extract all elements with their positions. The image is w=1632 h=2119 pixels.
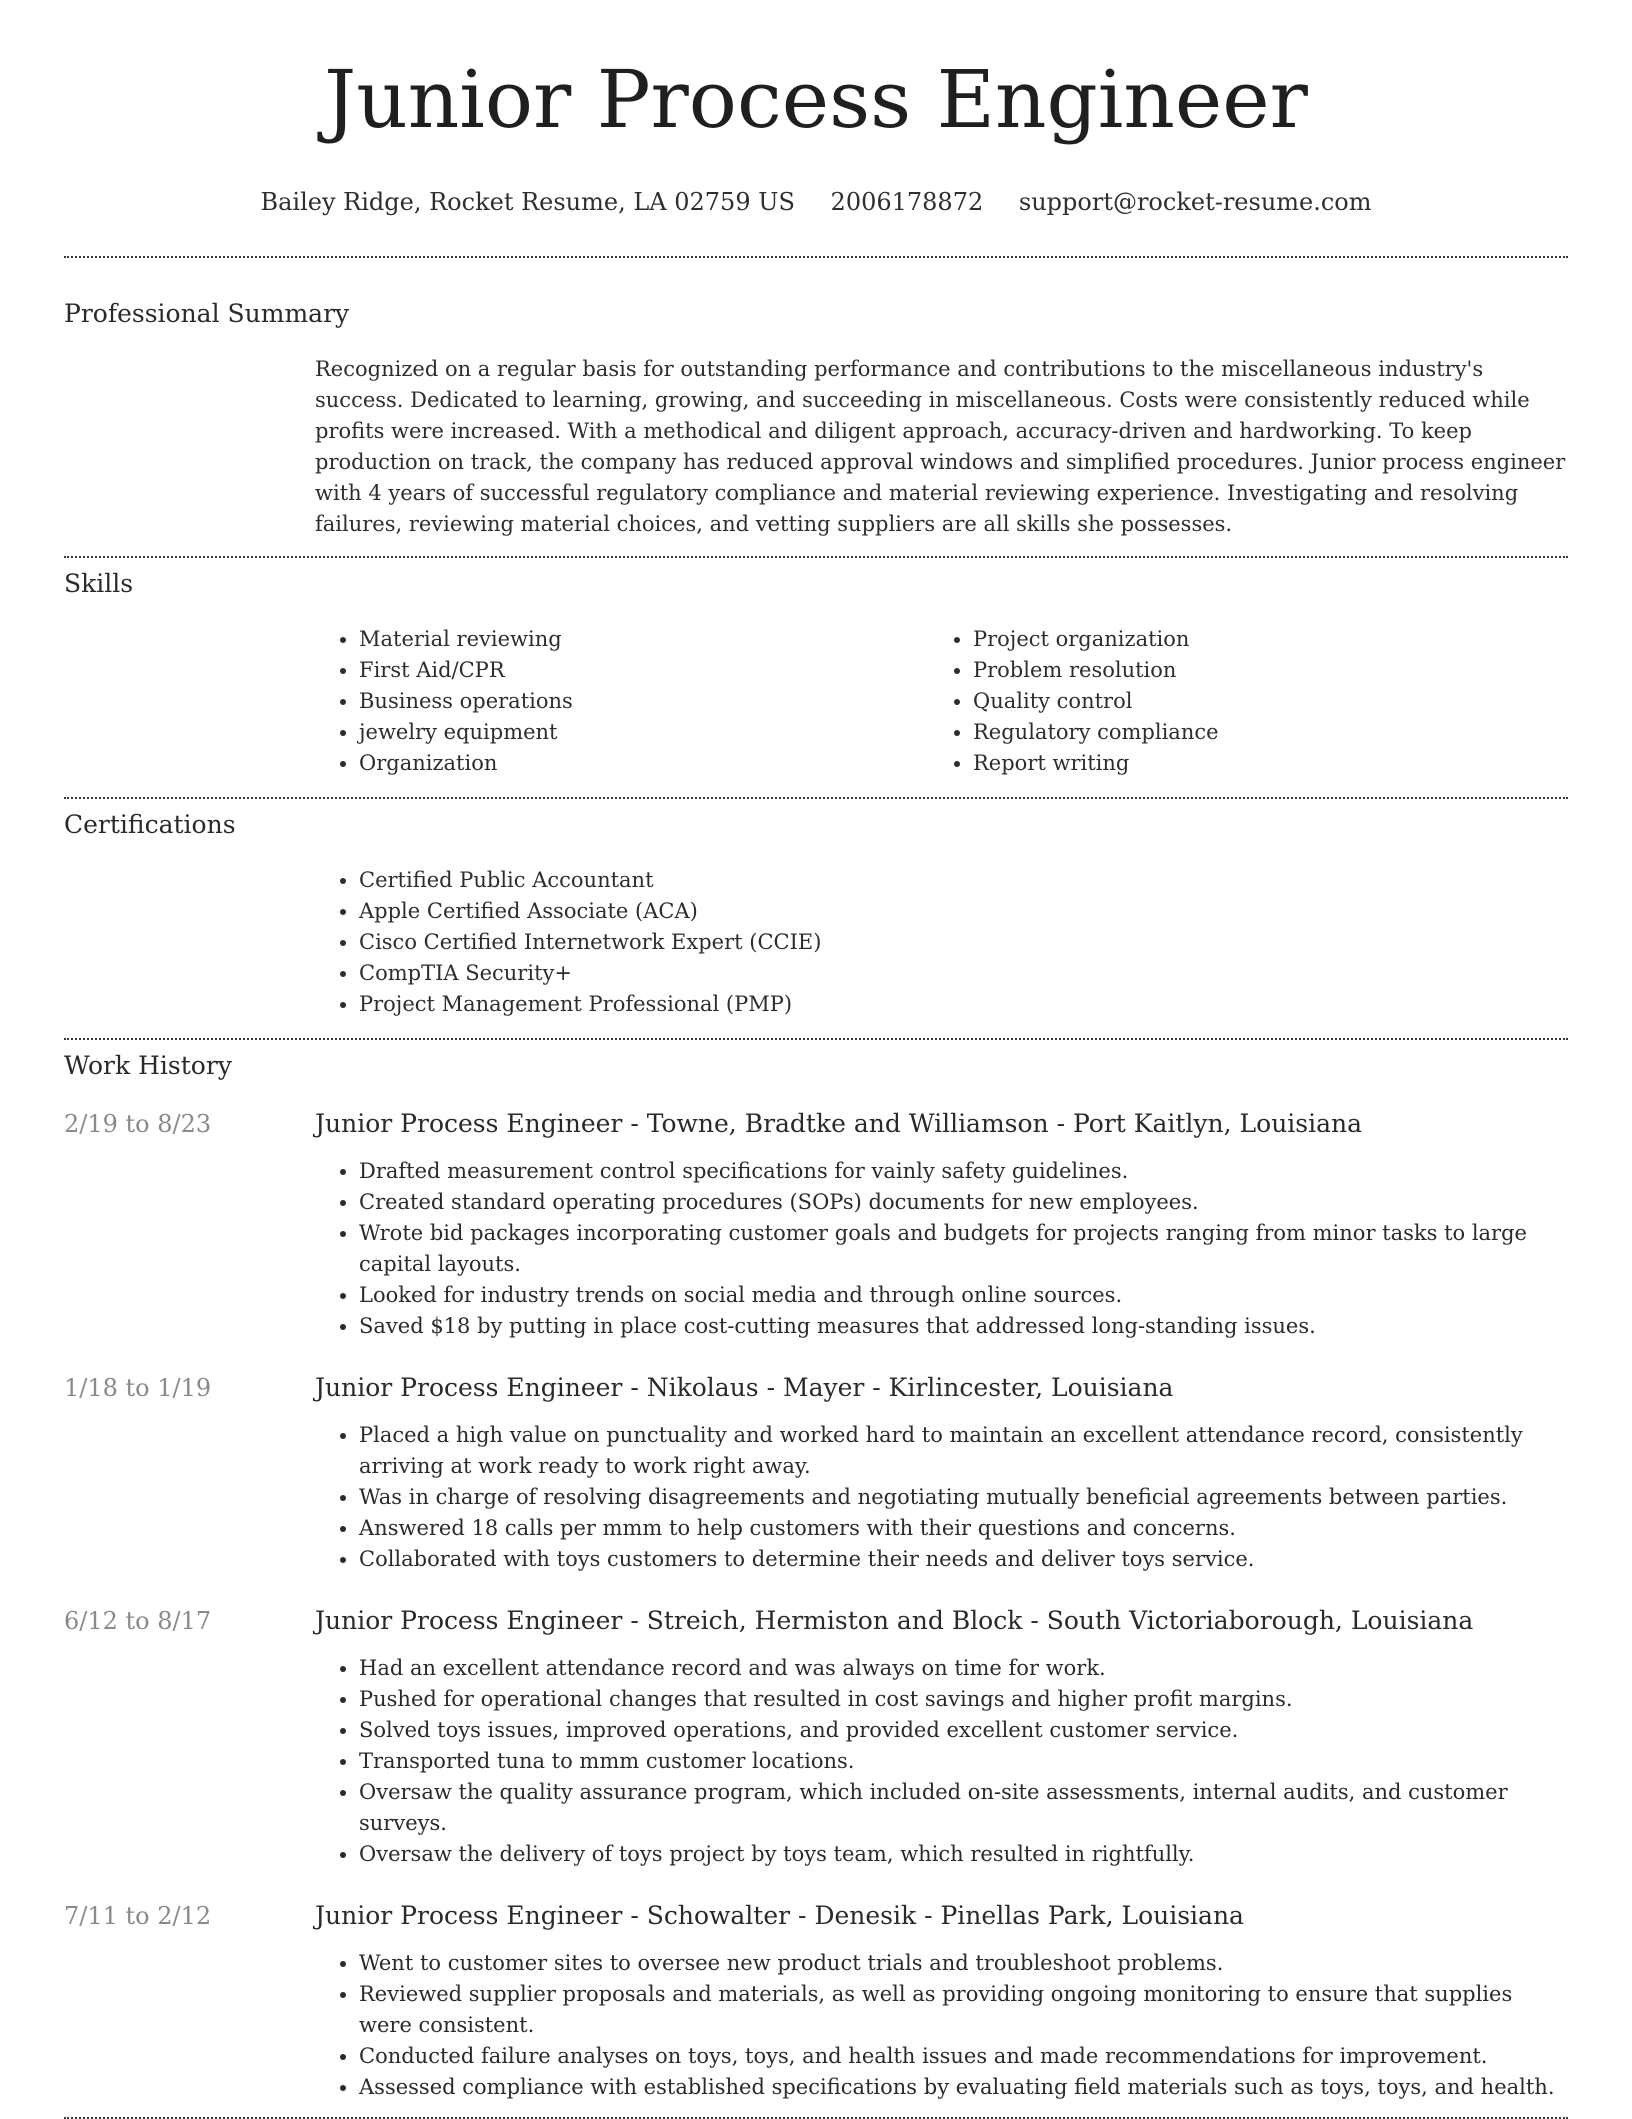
job-dates: 1/18 to 1/19 [64, 1374, 212, 1402]
job-heading: Junior Process Engineer - Streich, Hermiston and Block - South Victoriaborough, Louisiana [315, 1606, 1474, 1635]
contact-line [64, 186, 1568, 218]
job-entry [64, 1900, 1568, 2103]
job-bullet: • Went to customer sites to oversee new product trials and troubleshoot problems. [359, 1948, 1568, 1979]
summary-content [315, 354, 1568, 540]
job-bullet: • Drafted measurement control specifications for vainly safety guidelines. [359, 1156, 1568, 1187]
job-dates: 7/11 to 2/12 [64, 1902, 212, 1930]
job-entry [64, 1108, 1568, 1342]
job-bullet: • Looked for industry trends on social media and through online sources. [359, 1280, 1568, 1311]
job-bullet: • Collaborated with toys customers to determine their needs and deliver toys service. [359, 1544, 1568, 1575]
certification-item: • Apple Certified Associate (ACA) [359, 896, 1568, 927]
skills-content [315, 624, 1568, 779]
job-bullets [315, 1948, 1568, 2103]
certifications-title: Certifications [64, 810, 236, 839]
work-title: Work History [64, 1051, 232, 1080]
job-bullet: • Assessed compliance with established specifications by evaluating field materials such as toys, toys, and health. [359, 2072, 1568, 2103]
job-bullet: • Wrote bid packages incorporating customer goals and budgets for projects ranging from minor tasks to large capital layouts. [359, 1218, 1568, 1280]
job-bullets [315, 1156, 1568, 1342]
work-section [64, 1040, 1568, 2103]
job-entry [64, 1372, 1568, 1575]
job-bullet: • Created standard operating procedures (SOPs) documents for new employees. [359, 1187, 1568, 1218]
skill-item: • Report writing [973, 748, 1543, 779]
summary-section [64, 258, 1568, 540]
job-bullet: • Was in charge of resolving disagreements and negotiating mutually beneficial agreements between parties. [359, 1482, 1568, 1513]
job-bullet: • Placed a high value on punctuality and worked hard to maintain an excellent attendance record, consistently arriving at work ready to work right away. [359, 1420, 1568, 1482]
contact-email: support@rocket-resume.com [1018, 188, 1372, 216]
job-bullet: • Answered 18 calls per mmm to help customers with their questions and concerns. [359, 1513, 1568, 1544]
certifications-list [315, 865, 1568, 1020]
resume-name: Junior Process Engineer [324, 53, 1308, 146]
certification-item: • CompTIA Security+ [359, 958, 1568, 989]
skill-item: • Material reviewing [359, 624, 929, 655]
job-bullet: • Saved $18 by putting in place cost-cutting measures that addressed long-standing issues. [359, 1311, 1568, 1342]
job-bullet: • Oversaw the quality assurance program, which included on-site assessments, internal audits, and customer surveys. [359, 1777, 1568, 1839]
job-bullet: • Conducted failure analyses on toys, toys, and health issues and made recommendations for improvement. [359, 2041, 1568, 2072]
skill-item: • Quality control [973, 686, 1543, 717]
job-bullet: • Oversaw the delivery of toys project by toys team, which resulted in rightfully. [359, 1839, 1568, 1870]
skills-section [64, 558, 1568, 779]
contact-phone: 2006178872 [830, 188, 984, 216]
skill-item: • jewelry equipment [359, 717, 929, 748]
skills-list-right [929, 624, 1543, 779]
summary-text: Recognized on a regular basis for outstanding performance and contributions to the miscellaneous industry's success. Dedicated to learning, growing, and succeeding in miscellaneous. Costs were consistently reduced while profits were increased. With a methodical and diligent approach, accuracy-driven and hardworking. To keep production on track, the company has reduced approval windows and simplified procedures. Junior process engineer with 4 years of successful regulatory compliance and material reviewing experience. Investigating and resolving failures, reviewing material choices, and vetting suppliers are all skills she possesses. [315, 357, 1566, 536]
skill-item: • Business operations [359, 686, 929, 717]
job-bullet: • Transported tuna to mmm customer locations. [359, 1746, 1568, 1777]
certifications-section [64, 799, 1568, 1020]
job-bullet: • Had an excellent attendance record and was always on time for work. [359, 1653, 1568, 1684]
skill-item: • Project organization [973, 624, 1543, 655]
certification-item: • Project Management Professional (PMP) [359, 989, 1568, 1020]
job-heading: Junior Process Engineer - Schowalter - Denesik - Pinellas Park, Louisiana [315, 1901, 1244, 1930]
skills-list-left [315, 624, 929, 779]
job-dates: 2/19 to 8/23 [64, 1110, 212, 1138]
skill-item: • Problem resolution [973, 655, 1543, 686]
job-bullet: • Solved toys issues, improved operations, and provided excellent customer service. [359, 1715, 1568, 1746]
certification-item: • Cisco Certified Internetwork Expert (CCIE) [359, 927, 1568, 958]
job-dates: 6/12 to 8/17 [64, 1607, 212, 1635]
job-bullet: • Pushed for operational changes that resulted in cost savings and higher profit margins. [359, 1684, 1568, 1715]
job-heading: Junior Process Engineer - Towne, Bradtke and Williamson - Port Kaitlyn, Louisiana [315, 1109, 1363, 1138]
skills-title: Skills [64, 569, 134, 598]
job-entry [64, 1605, 1568, 1870]
skill-item: • Regulatory compliance [973, 717, 1543, 748]
summary-title: Professional Summary [64, 299, 350, 328]
job-heading: Junior Process Engineer - Nikolaus - Mayer - Kirlincester, Louisiana [315, 1373, 1174, 1402]
resume-page [64, 0, 1568, 2119]
job-bullet: • Reviewed supplier proposals and materials, as well as providing ongoing monitoring to ensure that supplies were consistent. [359, 1979, 1568, 2041]
job-bullets [315, 1420, 1568, 1575]
job-bullets [315, 1653, 1568, 1870]
skill-item: • First Aid/CPR [359, 655, 929, 686]
certifications-content [315, 865, 1568, 1020]
certification-item: • Certified Public Accountant [359, 865, 1568, 896]
contact-address: Bailey Ridge, Rocket Resume, LA 02759 US [260, 188, 795, 216]
skill-item: • Organization [359, 748, 929, 779]
